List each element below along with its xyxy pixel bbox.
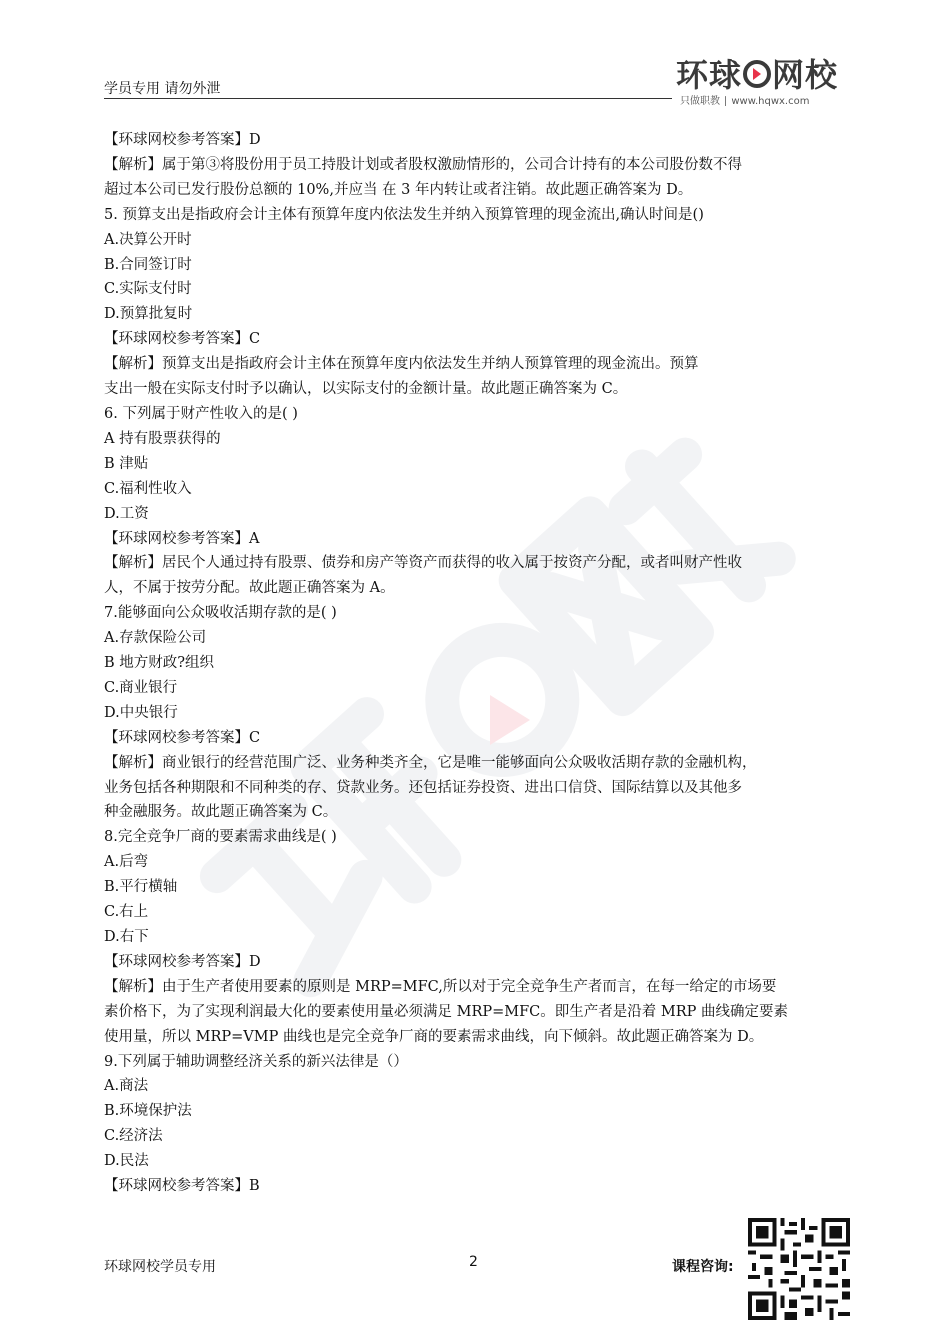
footer-left-text: 环球网校学员专用	[104, 1259, 216, 1275]
text-line: 【解析】属于第③将股份用于员工持股计划或者股权激励情形的，公司合计持有的本公司股份数不得	[104, 156, 742, 173]
option-line: C.右上	[104, 904, 149, 921]
answer-line: 【环球网校参考答案】C	[104, 331, 261, 348]
page-number: 2	[469, 1254, 478, 1270]
header-confidential-text: 学员专用 请勿外泄	[104, 81, 221, 97]
text-line: 【解析】商业银行的经营范围广泛、业务种类齐全，它是唯一能够面向公众吸收活期存款的金融机构，	[104, 754, 757, 771]
question-stem: 6. 下列属于财产性收入的是( )	[104, 405, 298, 422]
text-line: 人，不属于按劳分配。故此题正确答案为 A。	[104, 580, 395, 597]
answer-line: 【环球网校参考答案】A	[104, 530, 260, 547]
option-line: B 津贴	[104, 455, 149, 472]
header-rule	[104, 98, 672, 99]
logo-text-a: 环球	[676, 56, 743, 94]
option-line: B.平行横轴	[104, 879, 178, 896]
question-stem: 8.完全竞争厂商的要素需求曲线是( )	[104, 829, 337, 846]
play-ring-icon	[743, 60, 771, 88]
option-line: C.福利性收入	[104, 480, 192, 497]
option-line: A.后弯	[104, 854, 149, 871]
option-line: A.决算公开时	[104, 231, 192, 248]
option-line: B 地方财政?组织	[104, 655, 215, 672]
page-content	[104, 128, 844, 1199]
option-line: D.右下	[104, 929, 149, 945]
text-line: 【解析】预算支出是指政府会计主体在预算年度内依法发生并纳人预算管理的现金流出。预算	[104, 356, 699, 373]
text-line: 素价格下，为了实现利润最大化的要素使用量必须满足 MRP=MFC。即生产者是沿着 MRP 曲线确定要素	[104, 1003, 789, 1020]
text-line: 使用量，所以 MRP=VMP 曲线也是完全竞争厂商的要素需求曲线，向下倾斜。故此题正确答案为 D。	[104, 1028, 764, 1045]
option-line: A.存款保险公司	[104, 630, 207, 647]
answer-line: 【环球网校参考答案】C	[104, 729, 261, 746]
option-line: D.中央银行	[104, 704, 178, 721]
option-line: D.工资	[104, 505, 149, 522]
answer-line: 【环球网校参考答案】B	[104, 1178, 260, 1195]
text-line: 种金融服务。故此题正确答案为 C。	[104, 804, 338, 821]
option-line: C.经济法	[104, 1128, 163, 1145]
option-line: D.预算批复时	[104, 306, 193, 323]
option-line: A 持有股票获得的	[104, 430, 221, 447]
logo-wordmark	[676, 50, 838, 96]
question-stem: 9.下列属于辅助调整经济关系的新兴法律是（）	[104, 1053, 408, 1070]
option-line: D.民法	[104, 1153, 149, 1170]
text-line: 【环球网校参考答案】D	[104, 132, 261, 148]
text-line: 业务包括各种期限和不同种类的存、贷款业务。还包括证券投资、进出口信贷、国际结算以及其他多	[104, 779, 742, 796]
qr-code-icon[interactable]	[748, 1218, 850, 1320]
question-stem: 5. 预算支出是指政府会计主体有预算年度内依法发生并纳入预算管理的现金流出,确认时间是()	[104, 206, 704, 223]
option-line: C.实际支付时	[104, 281, 192, 298]
logo-text-b: 网校	[772, 56, 839, 94]
text-line: 超过本公司已发行股份总额的 10%,并应当 在 3 年内转让或者注销。故此题正确答案为 D。	[104, 181, 693, 198]
option-line: B.合同签订时	[104, 256, 192, 273]
question-stem: 7.能够面向公众吸收活期存款的是( )	[104, 605, 337, 622]
answer-line: 【环球网校参考答案】D	[104, 953, 261, 970]
logo-tagline: 只做职教 ∣ www.hqwx.com	[680, 96, 810, 107]
option-line: A.商法	[104, 1078, 149, 1095]
hqwx-logo	[676, 50, 846, 110]
option-line: B.环境保护法	[104, 1103, 192, 1120]
text-line: 支出一般在实际支付时予以确认，以实际支付的金额计量。故此题正确答案为 C。	[104, 381, 628, 398]
option-line: C.商业银行	[104, 679, 178, 696]
text-line: 【解析】居民个人通过持有股票、债券和房产等资产而获得的收入属于按资产分配，或者叫财产性收	[104, 555, 742, 572]
text-line: 【解析】由于生产者使用要素的原则是 MRP=MFC,所以对于完全竞争生产者而言，在每一给定的市场要	[104, 978, 777, 995]
course-consult-label: 课程咨询:	[672, 1259, 734, 1275]
